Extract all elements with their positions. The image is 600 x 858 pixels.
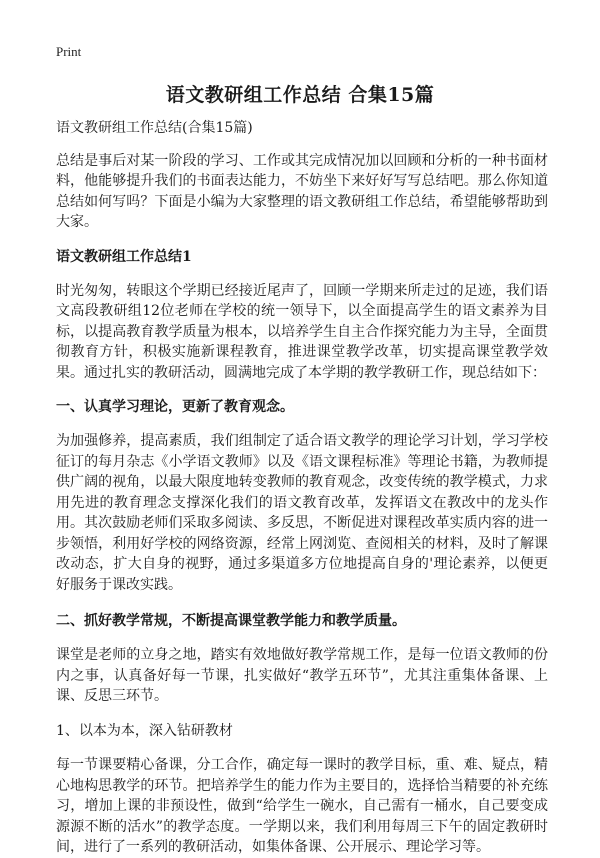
paragraph: 为加强修养，提高素质，我们组制定了适合语文教学的理论学习计划，学习学校征订的每月杂志《小学语文教师》以及《语文课程标准》等理论书籍，为教师提供广阔的视角，以最大限度地转变教师的教育观念，改变传统的教学模式，力求用先进的教育理念支撑深化我们的语文教育改革，发挥语文在教改中的龙头作用。其次鼓励老师们采取多阅读、多反思，不断促进对课程改革实质内容的进一步领悟，利用好学校的网络资源，经常上网浏览、查阅相关的材料，及时了解课改动态，扩大自身的视野，通过多渠道多方位地提高自身的'理论素养，以便更好服务于课改实践。 xyxy=(56,433,548,593)
section-heading: 语文教研组工作总结1 xyxy=(56,248,192,265)
intro-paragraph: 总结是事后对某一阶段的学习、工作或其完成情况加以回顾和分析的一种书面材料，他能够提升我们的书面表达能力，不妨坐下来好好写写总结吧。那么你知道总结如何写吗？下面是小编为大家整理的语文教研组工作总结，希望能够帮助到大家。 xyxy=(56,152,548,230)
point-heading: 二、抓好教学常规，不断提高课堂教学能力和教学质量。 xyxy=(56,613,406,629)
page-title: 语文教研组工作总结 合集15篇 xyxy=(165,84,435,106)
paragraph: 每一节课要精心备课，分工合作，确定每一课时的教学目标，重、难、疑点，精心地构思教学的环节。把培养学生的能力作为主要目的，选择恰当精要的补充练习，增加上课的非预设性，做到“给学生一碗水，自己需有一桶水，自己要变成源源不断的活水”的教学态度。一学期以来，我们利用每周三下午的固定教研时间，进行了一系列的教研活动，如集体备课、公开展示、理论学习等。 xyxy=(56,757,548,855)
print-link[interactable]: Print xyxy=(56,44,82,59)
paragraph: 时光匆匆，转眼这个学期已经接近尾声了，回顾一学期来所走过的足迹，我们语文高段教研组12位老师在学校的统一领导下，以全面提高学生的语文素养为目标，以提高教育教学质量为根本，以培养学生自主合作探究能力为主导，全面贯彻教育方针，积极实施新课程教育，推进课堂教学改革，切实提高课堂教学效果。通过扎实的教研活动，圆满地完成了本学期的教学教研工作，现总结如下： xyxy=(56,282,548,381)
document-subtitle: 语文教研组工作总结(合集15篇) xyxy=(56,120,253,136)
point-heading: 一、认真学习理论，更新了教育观念。 xyxy=(56,399,294,415)
paragraph: 课堂是老师的立身之地，踏实有效地做好教学常规工作，是每一位语文教师的份内之事，认真备好每一节课，扎实做好“教学五环节”，尤其注重集体备课、上课、反思三环节。 xyxy=(56,647,548,704)
document-body xyxy=(56,118,548,858)
subpoint-heading: 1、以本为本，深入钻研教材 xyxy=(56,722,233,739)
